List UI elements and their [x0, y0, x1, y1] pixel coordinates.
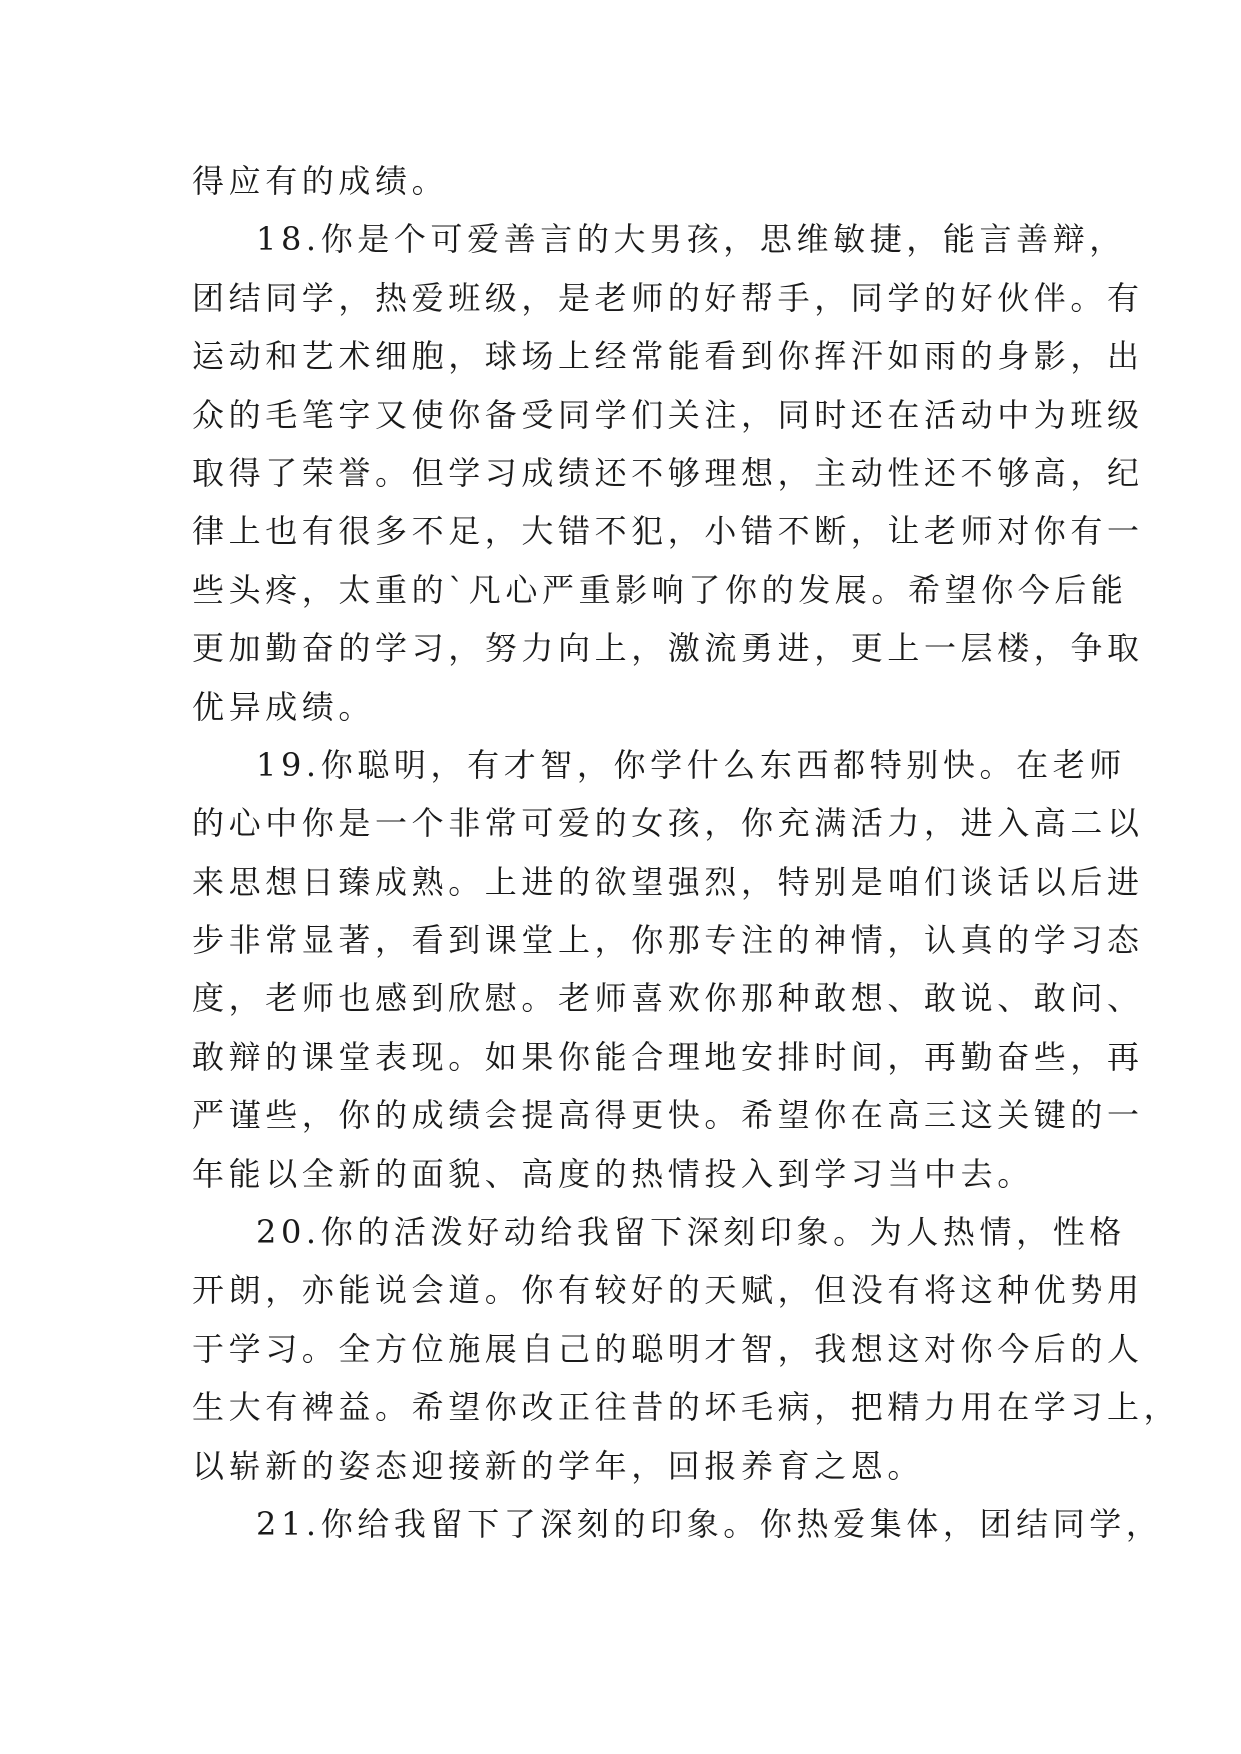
text-line: 的心中你是一个非常可爱的女孩，你充满活力，进入高二以 [192, 804, 1144, 843]
text-line: 律上也有很多不足，大错不犯，小错不断，让老师对你有一 [192, 512, 1144, 551]
document-body [192, 152, 1181, 1553]
text-line: 来思想日臻成熟。上进的欲望强烈，特别是咱们谈话以后进 [192, 862, 1144, 901]
text-line: 度，老师也感到欣慰。老师喜欢你那种敢想、敢说、敢问、 [192, 979, 1144, 1018]
text-line: 年能以全新的面貌、高度的热情投入到学习当中去。 [192, 1154, 1034, 1193]
text-line: 于学习。全方位施展自己的聪明才智，我想这对你今后的人 [192, 1329, 1144, 1368]
text-line: 众的毛笔字又使你备受同学们关注，同时还在活动中为班级 [192, 395, 1144, 434]
text-line: 得应有的成绩。 [192, 162, 449, 200]
text-line: 更加勤奋的学习，努力向上，激流勇进，更上一层楼，争取 [192, 629, 1144, 668]
text-line: 开朗，亦能说会道。你有较好的天赋，但没有将这种优势用 [192, 1271, 1144, 1310]
text-line: 步非常显著，看到课堂上，你那专注的神情，认真的学习态 [192, 921, 1144, 960]
text-line: 些头疼，太重的`凡心严重影响了你的发展。希望你今后能 [192, 570, 1128, 609]
text-line: 敢辩的课堂表现。如果你能合理地安排时间，再勤奋些，再 [192, 1037, 1144, 1076]
text-line: 取得了荣誉。但学习成绩还不够理想，主动性还不够高，纪 [192, 453, 1144, 492]
paragraph-18-start: 18.你是个可爱善言的大男孩，思维敏捷，能言善辩， [256, 220, 1126, 259]
paragraph-21-start: 21.你给我留下了深刻的印象。你热爱集体，团结同学， [256, 1504, 1163, 1543]
text-line: 严谨些，你的成绩会提高得更快。希望你在高三这关键的一 [192, 1096, 1144, 1135]
text-line: 生大有裨益。希望你改正往昔的坏毛病，把精力用在学习上， [192, 1388, 1181, 1427]
text-line: 以崭新的姿态迎接新的学年，回报养育之恩。 [192, 1446, 925, 1485]
text-line: 优异成绩。 [192, 687, 376, 726]
text-line: 运动和艺术细胞，球场上经常能看到你挥汗如雨的身影，出 [192, 337, 1144, 376]
text-line: 团结同学，热爱班级，是老师的好帮手，同学的好伙伴。有 [192, 278, 1144, 317]
paragraph-19-start: 19.你聪明，有才智，你学什么东西都特别快。在老师 [256, 745, 1126, 784]
paragraph-20-start: 20.你的活泼好动给我留下深刻印象。为人热情，性格 [256, 1213, 1126, 1252]
